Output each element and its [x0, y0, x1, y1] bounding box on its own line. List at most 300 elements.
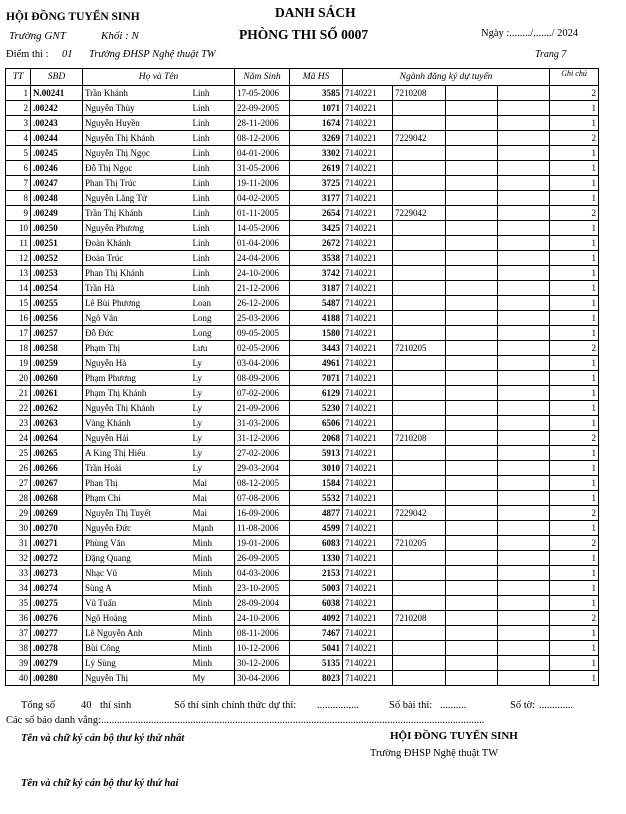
row-given-name: Ly — [193, 371, 235, 386]
row-major-1: 7140221 — [343, 371, 393, 386]
row-tt: 39 — [6, 656, 31, 671]
row-tt: 34 — [6, 581, 31, 596]
row-tt: 31 — [6, 536, 31, 551]
row-surname: Vàng Khánh — [83, 416, 193, 431]
row-given-name: Ly — [193, 386, 235, 401]
row-hs-code: 3443 — [290, 341, 343, 356]
table-row — [6, 386, 599, 401]
row-major-2: 7210208 — [393, 611, 446, 626]
row-hs-code: 5532 — [290, 491, 343, 506]
row-dob: 11-08-2006 — [235, 521, 290, 536]
total-label: Tổng số — [21, 700, 56, 711]
row-major-3 — [446, 191, 498, 206]
row-major-1: 7140221 — [343, 446, 393, 461]
row-major-2 — [393, 386, 446, 401]
row-tt: 3 — [6, 116, 31, 131]
table-row — [6, 146, 599, 161]
row-given-name: Mai — [193, 476, 235, 491]
row-given-name: Minh — [193, 656, 235, 671]
row-surname: Nguyễn Hà — [83, 356, 193, 371]
row-given-name: My — [193, 671, 235, 686]
row-major-4 — [498, 371, 550, 386]
row-tt: 22 — [6, 401, 31, 416]
row-major-1: 7140221 — [343, 176, 393, 191]
row-hs-code: 1584 — [290, 476, 343, 491]
row-note: 1 — [550, 596, 599, 611]
row-given-name: Mai — [193, 491, 235, 506]
table-row — [6, 446, 599, 461]
row-major-2 — [393, 416, 446, 431]
row-sbd: .00248 — [31, 191, 83, 206]
row-tt: 11 — [6, 236, 31, 251]
row-dob: 09-05-2005 — [235, 326, 290, 341]
table-row — [6, 671, 599, 686]
row-major-2 — [393, 656, 446, 671]
row-note: 1 — [550, 236, 599, 251]
row-dob: 22-09-2005 — [235, 101, 290, 116]
row-note: 1 — [550, 581, 599, 596]
row-given-name: Ly — [193, 431, 235, 446]
row-major-1: 7140221 — [343, 206, 393, 221]
row-dob: 19-01-2006 — [235, 536, 290, 551]
row-dob: 24-04-2006 — [235, 251, 290, 266]
row-hs-code: 3302 — [290, 146, 343, 161]
row-note: 1 — [550, 371, 599, 386]
signature-secretary-2: Tên và chữ ký cán bộ thư ký thứ hai — [21, 778, 179, 789]
row-major-3 — [446, 476, 498, 491]
row-major-4 — [498, 281, 550, 296]
absent-line — [6, 715, 566, 726]
total-unit: thí sinh — [100, 700, 132, 711]
row-major-2 — [393, 461, 446, 476]
row-hs-code: 6506 — [290, 416, 343, 431]
row-major-1: 7140221 — [343, 566, 393, 581]
exam-site-label: Điểm thi : — [6, 49, 49, 60]
row-dob: 24-10-2006 — [235, 611, 290, 626]
row-dob: 28-09-2004 — [235, 596, 290, 611]
table-row — [6, 296, 599, 311]
row-note: 2 — [550, 131, 599, 146]
row-major-3 — [446, 356, 498, 371]
row-surname: Vũ Tuấn — [83, 596, 193, 611]
row-major-2 — [393, 266, 446, 281]
row-major-3 — [446, 671, 498, 686]
papers-label: Số bài thi: — [389, 700, 433, 711]
row-surname: Phạm Thị — [83, 341, 193, 356]
row-dob: 04-03-2006 — [235, 566, 290, 581]
row-major-2 — [393, 251, 446, 266]
row-dob: 31-12-2006 — [235, 431, 290, 446]
row-sbd: N.00241 — [31, 86, 83, 101]
row-note: 1 — [550, 191, 599, 206]
row-major-4 — [498, 386, 550, 401]
row-major-2 — [393, 236, 446, 251]
table-row — [6, 176, 599, 191]
row-surname: Nguyễn Lăng Tử — [83, 191, 193, 206]
row-hs-code: 2672 — [290, 236, 343, 251]
row-major-4 — [498, 536, 550, 551]
row-dob: 02-05-2006 — [235, 341, 290, 356]
row-hs-code: 3725 — [290, 176, 343, 191]
row-given-name: Ly — [193, 446, 235, 461]
row-major-2 — [393, 491, 446, 506]
row-sbd: .00268 — [31, 491, 83, 506]
row-dob: 25-03-2006 — [235, 311, 290, 326]
row-surname: Nguyễn Thị Ngọc — [83, 146, 193, 161]
row-given-name: Ly — [193, 401, 235, 416]
row-major-3 — [446, 161, 498, 176]
row-tt: 24 — [6, 431, 31, 446]
row-tt: 19 — [6, 356, 31, 371]
table-row — [6, 491, 599, 506]
row-tt: 35 — [6, 596, 31, 611]
row-major-1: 7140221 — [343, 611, 393, 626]
row-major-2 — [393, 476, 446, 491]
row-dob: 03-04-2006 — [235, 356, 290, 371]
row-dob: 10-12-2006 — [235, 641, 290, 656]
row-major-1: 7140221 — [343, 476, 393, 491]
row-tt: 23 — [6, 416, 31, 431]
table-row — [6, 251, 599, 266]
row-major-4 — [498, 191, 550, 206]
row-given-name: Minh — [193, 596, 235, 611]
row-major-4 — [498, 236, 550, 251]
row-major-2 — [393, 581, 446, 596]
row-surname: Phan Thị Khánh — [83, 266, 193, 281]
row-tt: 13 — [6, 266, 31, 281]
row-major-1: 7140221 — [343, 266, 393, 281]
row-sbd: .00271 — [31, 536, 83, 551]
row-major-3 — [446, 176, 498, 191]
row-major-4 — [498, 131, 550, 146]
row-hs-code: 2619 — [290, 161, 343, 176]
row-note: 1 — [550, 101, 599, 116]
row-major-1: 7140221 — [343, 551, 393, 566]
row-major-2 — [393, 626, 446, 641]
row-major-2: 7210205 — [393, 536, 446, 551]
row-major-3 — [446, 266, 498, 281]
row-major-4 — [498, 296, 550, 311]
row-major-1: 7140221 — [343, 596, 393, 611]
row-hs-code: 1674 — [290, 116, 343, 131]
row-note: 1 — [550, 146, 599, 161]
row-major-4 — [498, 596, 550, 611]
row-note: 2 — [550, 611, 599, 626]
row-tt: 5 — [6, 146, 31, 161]
col-header-tt: TT — [6, 69, 31, 86]
row-major-2 — [393, 401, 446, 416]
row-tt: 33 — [6, 566, 31, 581]
table-row — [6, 326, 599, 341]
row-given-name: Linh — [193, 116, 235, 131]
row-major-3 — [446, 446, 498, 461]
row-note: 1 — [550, 491, 599, 506]
row-hs-code: 5003 — [290, 581, 343, 596]
sheets-dots: ............. — [539, 700, 574, 711]
page-number: Trang 7 — [535, 49, 567, 60]
row-given-name: Mai — [193, 506, 235, 521]
row-major-3 — [446, 566, 498, 581]
row-note: 1 — [550, 116, 599, 131]
row-major-4 — [498, 461, 550, 476]
row-major-3 — [446, 371, 498, 386]
row-major-1: 7140221 — [343, 491, 393, 506]
row-sbd: .00265 — [31, 446, 83, 461]
row-major-4 — [498, 341, 550, 356]
row-major-4 — [498, 116, 550, 131]
row-note: 1 — [550, 566, 599, 581]
row-major-4 — [498, 401, 550, 416]
row-surname: Đoàn Trúc — [83, 251, 193, 266]
row-major-3 — [446, 431, 498, 446]
row-major-1: 7140221 — [343, 86, 393, 101]
row-note: 1 — [550, 161, 599, 176]
table-header-row — [6, 69, 599, 86]
row-hs-code: 7467 — [290, 626, 343, 641]
row-surname: Phạm Thị Khánh — [83, 386, 193, 401]
row-major-4 — [498, 476, 550, 491]
row-sbd: .00274 — [31, 581, 83, 596]
row-major-1: 7140221 — [343, 386, 393, 401]
row-major-3 — [446, 401, 498, 416]
row-hs-code: 2654 — [290, 206, 343, 221]
row-dob: 19-11-2006 — [235, 176, 290, 191]
table-row — [6, 341, 599, 356]
row-dob: 24-10-2006 — [235, 266, 290, 281]
row-major-1: 7140221 — [343, 311, 393, 326]
row-major-3 — [446, 386, 498, 401]
document-title: DANH SÁCH — [275, 5, 356, 20]
col-header-hs: Mã HS — [290, 69, 343, 86]
row-note: 1 — [550, 386, 599, 401]
row-major-4 — [498, 356, 550, 371]
row-sbd: .00247 — [31, 176, 83, 191]
row-major-3 — [446, 581, 498, 596]
row-major-3 — [446, 86, 498, 101]
table-row — [6, 86, 599, 101]
row-major-3 — [446, 611, 498, 626]
table-row — [6, 461, 599, 476]
row-given-name: Minh — [193, 611, 235, 626]
row-major-1: 7140221 — [343, 146, 393, 161]
row-major-4 — [498, 311, 550, 326]
room-subtitle: PHÒNG THI SỐ 0007 — [239, 27, 369, 42]
row-sbd: .00264 — [31, 431, 83, 446]
row-note: 1 — [550, 176, 599, 191]
row-major-4 — [498, 161, 550, 176]
table-row — [6, 371, 599, 386]
row-dob: 01-04-2006 — [235, 236, 290, 251]
table-row — [6, 356, 599, 371]
row-hs-code: 1330 — [290, 551, 343, 566]
row-major-1: 7140221 — [343, 656, 393, 671]
row-surname: Trần Hà — [83, 281, 193, 296]
row-tt: 37 — [6, 626, 31, 641]
row-major-1: 7140221 — [343, 536, 393, 551]
row-note: 1 — [550, 626, 599, 641]
row-given-name: Linh — [193, 281, 235, 296]
row-dob: 31-05-2006 — [235, 161, 290, 176]
col-header-note: Ghi chú — [550, 69, 599, 86]
papers-dots: .......... — [440, 700, 467, 711]
exam-site-name: Trường ĐHSP Nghệ thuật TW — [89, 49, 216, 60]
row-major-3 — [446, 296, 498, 311]
row-tt: 21 — [6, 386, 31, 401]
row-surname: A King Thị Hiếu — [83, 446, 193, 461]
row-major-1: 7140221 — [343, 296, 393, 311]
row-tt: 36 — [6, 611, 31, 626]
row-major-3 — [446, 311, 498, 326]
row-dob: 08-11-2006 — [235, 626, 290, 641]
row-surname: Ngô Hoàng — [83, 611, 193, 626]
row-note: 2 — [550, 206, 599, 221]
row-major-4 — [498, 326, 550, 341]
row-sbd: .00254 — [31, 281, 83, 296]
row-given-name: Linh — [193, 236, 235, 251]
row-sbd: .00246 — [31, 161, 83, 176]
row-major-1: 7140221 — [343, 191, 393, 206]
row-hs-code: 6083 — [290, 536, 343, 551]
table-row — [6, 161, 599, 176]
row-major-3 — [446, 101, 498, 116]
row-hs-code: 4877 — [290, 506, 343, 521]
row-sbd: .00262 — [31, 401, 83, 416]
row-hs-code: 2153 — [290, 566, 343, 581]
row-major-3 — [446, 116, 498, 131]
row-surname: Phạm Phương — [83, 371, 193, 386]
row-given-name: Minh — [193, 581, 235, 596]
row-major-2 — [393, 326, 446, 341]
row-given-name: Minh — [193, 536, 235, 551]
row-given-name: Minh — [193, 641, 235, 656]
row-surname: Đỗ Thị Ngọc — [83, 161, 193, 176]
row-note: 2 — [550, 341, 599, 356]
council-signature-title: HỘI ĐỒNG TUYỂN SINH — [390, 730, 518, 742]
row-dob: 26-09-2005 — [235, 551, 290, 566]
row-major-3 — [446, 626, 498, 641]
row-given-name: Long — [193, 311, 235, 326]
row-sbd: .00255 — [31, 296, 83, 311]
row-dob: 14-05-2006 — [235, 221, 290, 236]
row-given-name: Minh — [193, 566, 235, 581]
row-given-name: Ly — [193, 356, 235, 371]
row-note: 1 — [550, 356, 599, 371]
row-tt: 9 — [6, 206, 31, 221]
row-surname: Đoàn Khánh — [83, 236, 193, 251]
row-tt: 17 — [6, 326, 31, 341]
row-major-4 — [498, 671, 550, 686]
row-major-1: 7140221 — [343, 641, 393, 656]
row-dob: 04-02-2005 — [235, 191, 290, 206]
row-major-2 — [393, 176, 446, 191]
row-major-1: 7140221 — [343, 341, 393, 356]
row-major-2 — [393, 101, 446, 116]
row-dob: 23-10-2005 — [235, 581, 290, 596]
row-major-1: 7140221 — [343, 281, 393, 296]
table-row — [6, 641, 599, 656]
row-major-4 — [498, 221, 550, 236]
row-hs-code: 6129 — [290, 386, 343, 401]
row-sbd: .00250 — [31, 221, 83, 236]
row-dob: 04-01-2006 — [235, 146, 290, 161]
row-dob: 08-12-2005 — [235, 476, 290, 491]
row-sbd: .00242 — [31, 101, 83, 116]
table-row — [6, 551, 599, 566]
row-sbd: .00261 — [31, 386, 83, 401]
row-dob: 26-12-2006 — [235, 296, 290, 311]
signature-secretary-1: Tên và chữ ký cán bộ thư ký thứ nhất — [21, 733, 185, 744]
row-major-3 — [446, 536, 498, 551]
row-surname: Nguyễn Thị — [83, 671, 193, 686]
row-major-2: 7210208 — [393, 431, 446, 446]
row-surname: Trần Thị Khánh — [83, 206, 193, 221]
row-given-name: Linh — [193, 221, 235, 236]
row-note: 2 — [550, 431, 599, 446]
row-major-2 — [393, 191, 446, 206]
row-tt: 20 — [6, 371, 31, 386]
row-sbd: .00279 — [31, 656, 83, 671]
row-sbd: .00253 — [31, 266, 83, 281]
table-row — [6, 566, 599, 581]
row-major-1: 7140221 — [343, 581, 393, 596]
row-note: 2 — [550, 506, 599, 521]
row-hs-code: 4599 — [290, 521, 343, 536]
row-dob: 01-11-2005 — [235, 206, 290, 221]
row-note: 1 — [550, 221, 599, 236]
row-major-2 — [393, 356, 446, 371]
row-major-3 — [446, 491, 498, 506]
row-major-2 — [393, 566, 446, 581]
row-hs-code: 5041 — [290, 641, 343, 656]
row-sbd: .00249 — [31, 206, 83, 221]
row-surname: Lê Bùi Phương — [83, 296, 193, 311]
table-row — [6, 221, 599, 236]
table-row — [6, 281, 599, 296]
row-major-3 — [446, 506, 498, 521]
row-major-1: 7140221 — [343, 101, 393, 116]
row-major-4 — [498, 416, 550, 431]
col-header-dob: Năm Sinh — [235, 69, 290, 86]
row-surname: Nguyễn Thị Tuyết — [83, 506, 193, 521]
row-dob: 07-08-2006 — [235, 491, 290, 506]
table-row — [6, 266, 599, 281]
row-major-2 — [393, 281, 446, 296]
row-major-4 — [498, 566, 550, 581]
row-major-4 — [498, 431, 550, 446]
row-surname: Bùi Công — [83, 641, 193, 656]
row-hs-code: 5487 — [290, 296, 343, 311]
row-sbd: .00252 — [31, 251, 83, 266]
row-major-3 — [446, 131, 498, 146]
row-given-name: Linh — [193, 176, 235, 191]
row-hs-code: 1071 — [290, 101, 343, 116]
row-major-1: 7140221 — [343, 506, 393, 521]
row-tt: 29 — [6, 506, 31, 521]
row-given-name: Ly — [193, 416, 235, 431]
table-row — [6, 191, 599, 206]
row-given-name: Loan — [193, 296, 235, 311]
row-hs-code: 3742 — [290, 266, 343, 281]
row-given-name: Linh — [193, 131, 235, 146]
row-major-3 — [446, 146, 498, 161]
row-dob: 17-05-2006 — [235, 86, 290, 101]
sheets-label: Số tờ: — [510, 700, 536, 711]
row-hs-code: 3187 — [290, 281, 343, 296]
row-major-4 — [498, 176, 550, 191]
row-major-4 — [498, 626, 550, 641]
row-surname: Nguyễn Thị Khánh — [83, 131, 193, 146]
row-surname: Phạm Chí — [83, 491, 193, 506]
